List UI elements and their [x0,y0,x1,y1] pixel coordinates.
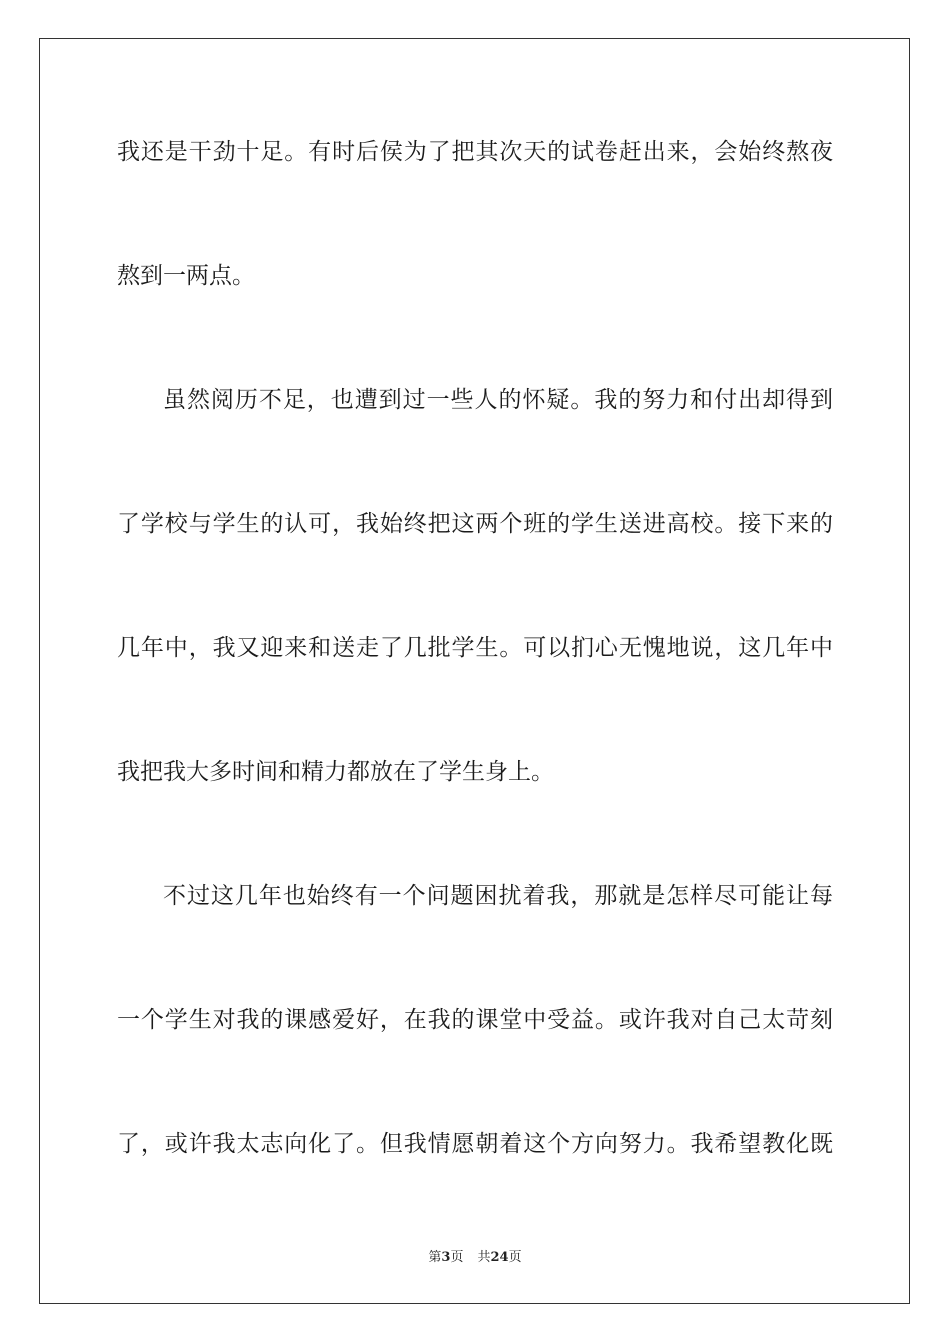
page-prefix: 第 [428,1250,442,1265]
text-line-3: 虽然阅历不足，也遭到过一些人的怀疑。我的努力和付出却得到 [163,387,833,413]
page-footer [0,1246,950,1265]
total-prefix: 共 [477,1250,491,1265]
page-number: 3 [441,1250,451,1265]
total-pages: 24 [490,1250,509,1265]
page-border [39,38,910,1304]
text-line-9: 了，或许我太志向化了。但我情愿朝着这个方向努力。我希望教化既 [117,1131,833,1157]
text-line-5: 几年中，我又迎来和送走了几批学生。可以扪心无愧地说，这几年中 [117,635,833,661]
page-suffix: 页 [450,1250,464,1265]
text-line-4: 了学校与学生的认可，我始终把这两个班的学生送进高校。接下来的 [117,511,833,537]
total-suffix: 页 [508,1250,522,1265]
text-line-6: 我把我大多时间和精力都放在了学生身上。 [117,759,554,785]
text-line-1: 我还是干劲十足。有时后侯为了把其次天的试卷赶出来，会始终熬夜 [117,139,833,165]
text-line-7: 不过这几年也始终有一个问题困扰着我，那就是怎样尽可能让每 [163,883,833,909]
text-line-8: 一个学生对我的课感爱好，在我的课堂中受益。或许我对自己太苛刻 [117,1007,833,1033]
text-line-2: 熬到一两点。 [117,263,255,289]
